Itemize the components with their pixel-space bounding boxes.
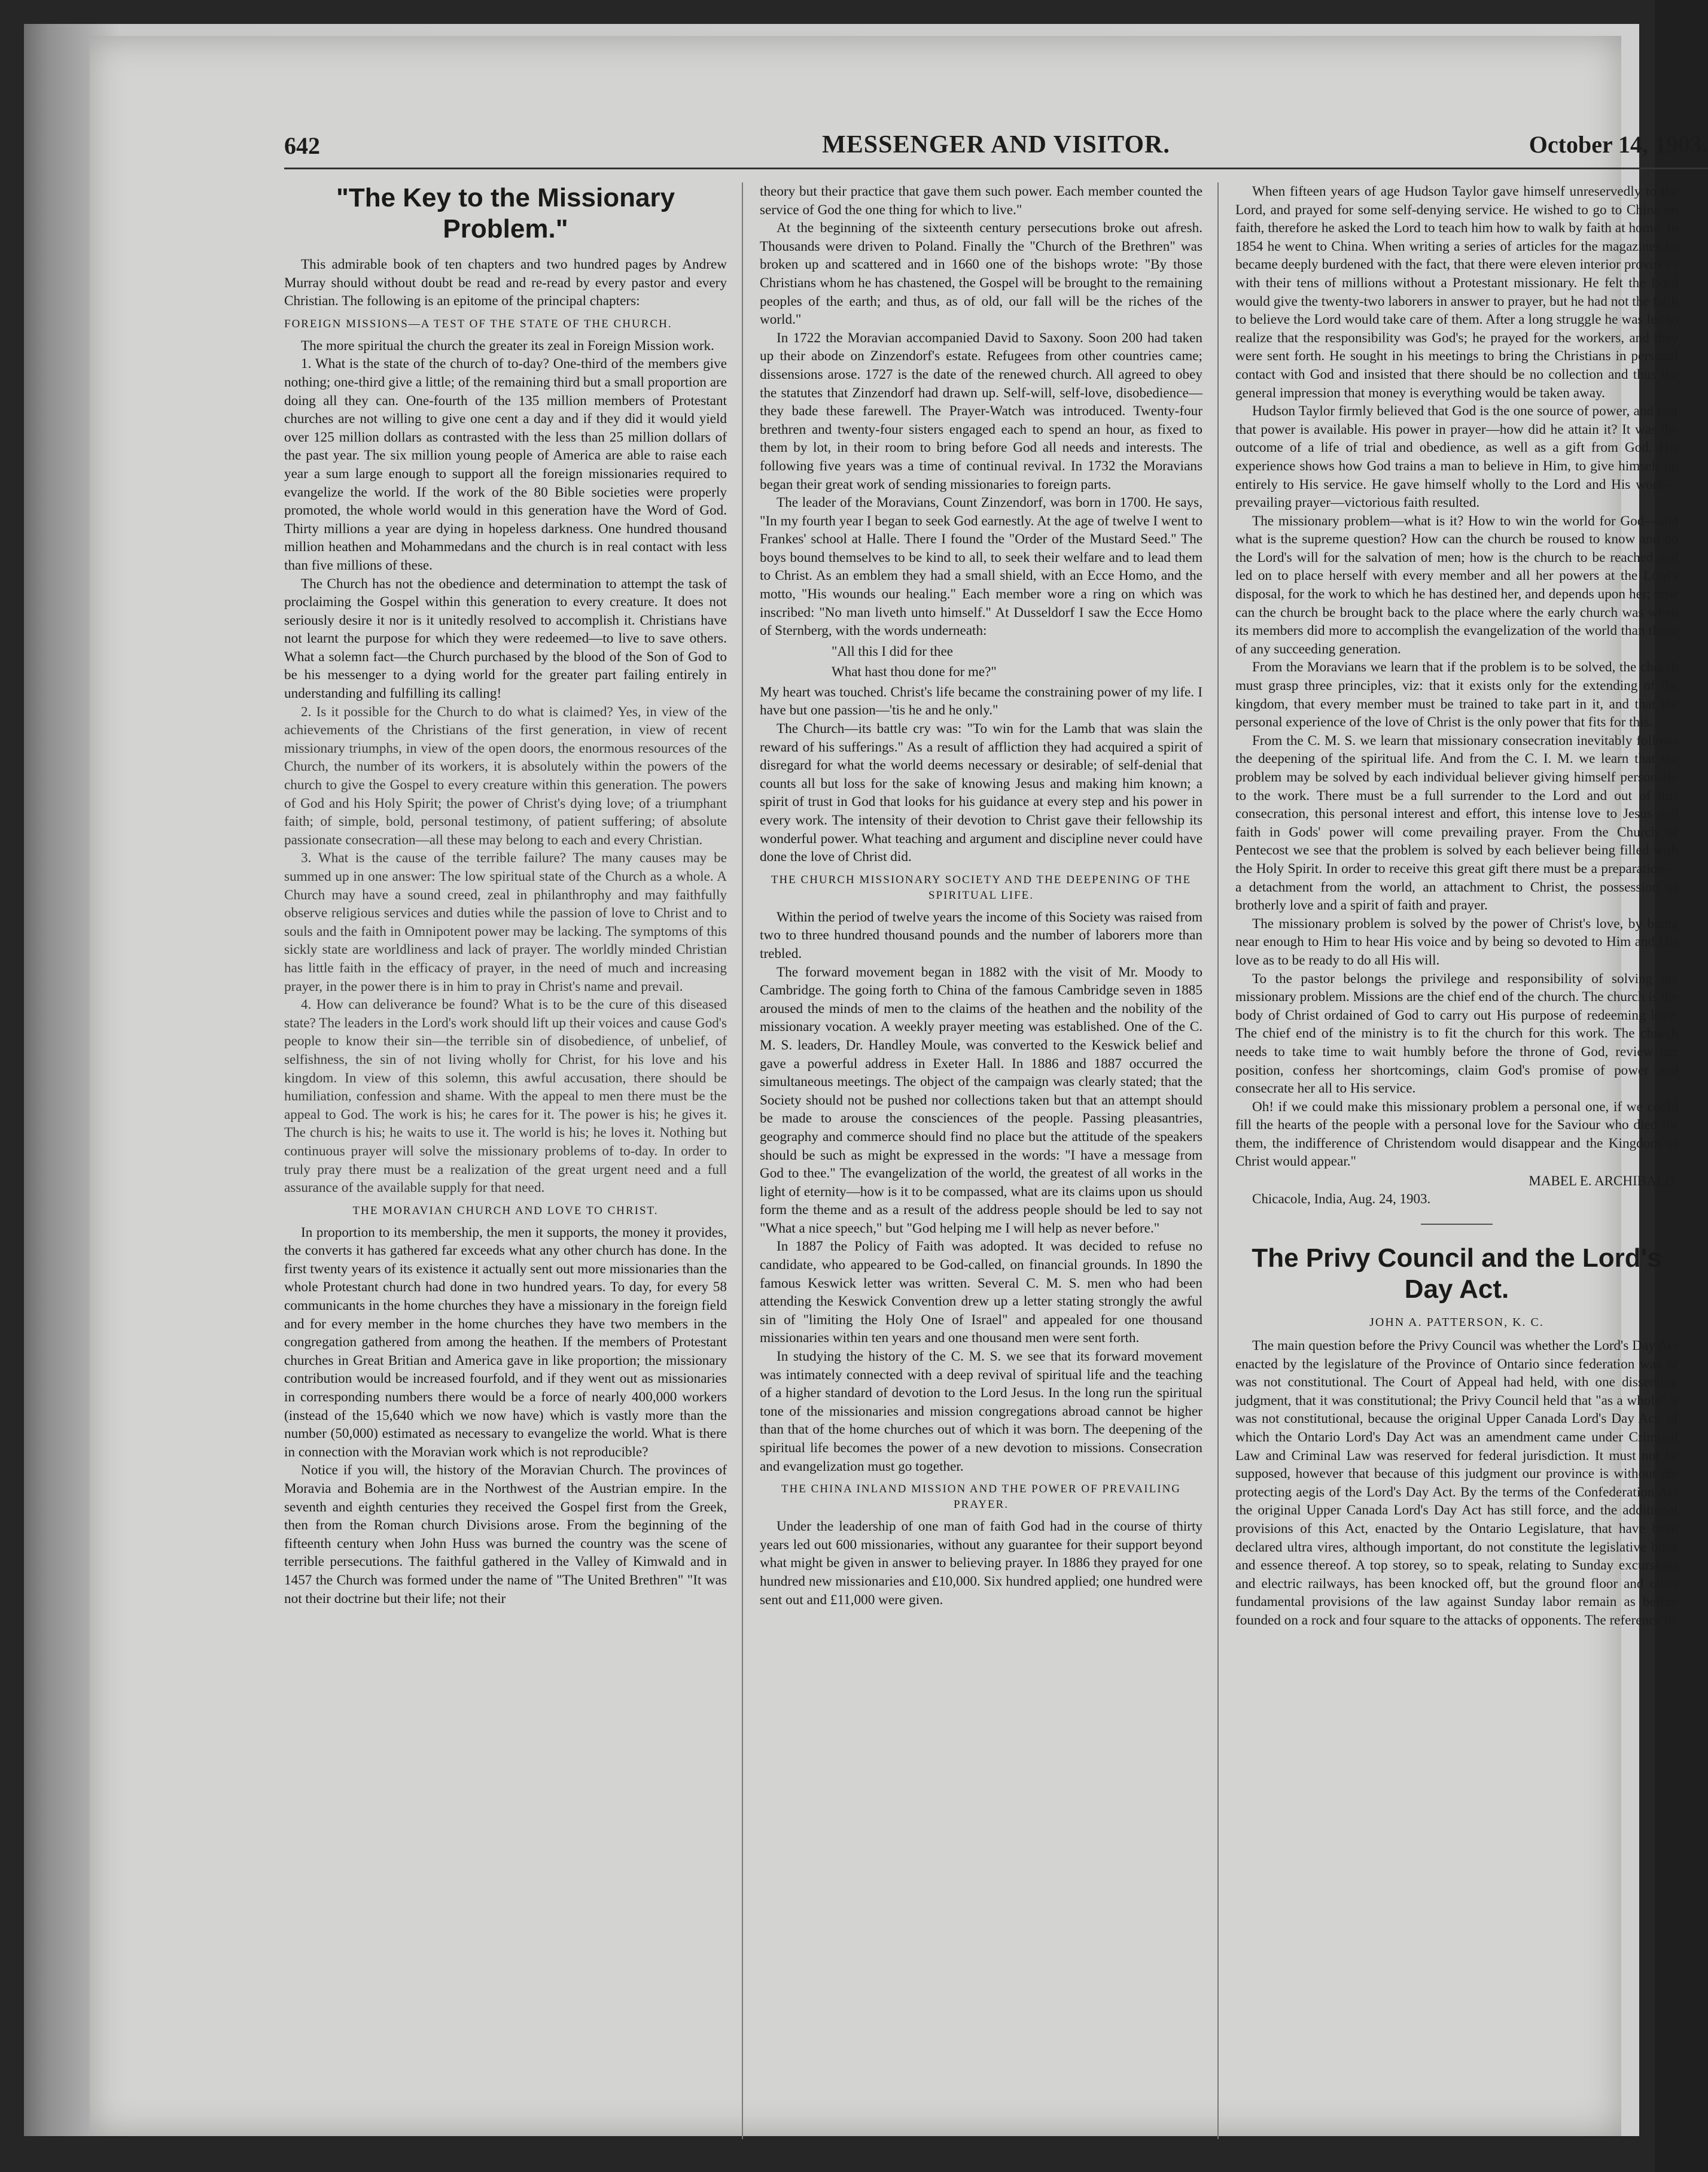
paragraph: At the beginning of the sixteenth century persecutions broke out afresh. Thousands were driven to Poland. Finally the "Church of the Brethren" was broken up and scattered and in 1660 one of the bishops wrote: "By those Christians whom he has chastened, the Gospel will be brought to the remaining peoples of the earth; and thus, as of old, our fall will be the riches of the world." [760, 220, 1202, 328]
paragraph: Notice if you will, the history of the Moravian Church. The provinces of Moravia and Bohemia are in the Northwest of the Austrian empire. In the seventh and eighth centuries they received the Gospel first from the Greek, then from the Roman church Divisions arose. From the beginning of the fifteenth century when John Huss was burned the country was the scene of terrible persecutions. The faithful gathered in the Valley of Kimwald and in 1457 the Church was formed under the name of "The United Brethren" "It was not their doctrine but their life; not their [284, 1462, 727, 1607]
verse-line: What hast thou done for me?" [832, 664, 997, 679]
paragraph: In 1722 the Moravian accompanied David to Saxony. Soon 200 had taken up their abode on Zinzendorf's estate. Refugees from other countries came; dissensions arose. 1727 is the date of the renewed church. All agreed to obey the statutes that Zinzendorf had drawn up. Self-will, self-love, disobedience—they bade these farewell. The Prayer-Watch was introduced. Twenty-four brethren and twenty-four sisters engaged each to spend an hour, as fixed to them by lot, in their room to bring before God all needs and interests. The following five years was a time of continual revival. In 1732 the Moravians began their great work of sending missionaries to foreign parts. [760, 330, 1202, 492]
newspaper-page [90, 36, 1708, 2136]
dateline-place: Chicacole, India, Aug. 24, 1903. [1252, 1191, 1431, 1207]
paragraph: The leader of the Moravians, Count Zinzendorf, was born in 1700. He says, "In my fourth year I began to seek God earnestly. At the age of twelve I went to Frankes' school at Halle. There I found the "Order of the Mustard Seed." The boys bound themselves to be kind to all, to seek their welfare and to lead them to Christ. As an emblem they had a small shield, with an Ecce Homo, and the motto, "His wounds our healing." Each member wore a ring on which was inscribed: "No man liveth unto himself." At Dusseldorf I saw the Ecce Homo of Sternberg, with the words underneath: [760, 495, 1202, 639]
masthead: MESSENGER AND VISITOR. [822, 131, 1170, 159]
header-rule [284, 168, 1708, 169]
verse-line: "All this I did for thee [832, 643, 953, 659]
paragraph: When fifteen years of age Hudson Taylor gave himself unreservedly to the Lord, and prayed for some self-denying service. He wished to go to China on faith, therefore he asked the Lord to teach him how to walk by faith at home. In 1854 he went to China. When writing a series of articles for the magazines he became deeply burdened with the fact, that there were eleven interior provinces with their tens of millions without a Protestant missionary. He felt the Lord would give the twenty-two laborers in answer to prayer, but he had not the faith to believe the Lord would take care of them. After a long struggle he was led to realize that the responsibility was God's; he prayed for the workers, and they were sent forth. He sought in his meetings to bring the Christians in personal contact with God and insisted that there should be no collection and thus the general impression that money is everything would be taken away. [1235, 184, 1678, 401]
intro-paragraph: This admirable book of ten chapters and two hundred pages by Andrew Murray should without doubt be read and re-read by every pastor and every Christian. The following is an epitome of the principal chapters: [284, 257, 727, 309]
paragraph: In 1887 the Policy of Faith was adopted. It was decided to refuse no candidate, who appeared to be God-called, on financial grounds. In 1890 the famous Keswick letter was written. Several C. M. S. men who had been attending the Keswick Convention drew up a letter stating strongly the awful sin of "limiting the Holy One of Israel" and appealed for one thousand missionaries within ten years and one thousand men were sent forth. [760, 1239, 1202, 1346]
paragraph: In studying the history of the C. M. S. we see that its forward movement was intimately connected with a deep revival of spiritual life and the teaching of a higher standard of devotion to the Lord Jesus. In the long run the spiritual tone of the missionaries and mission congregations abroad cannot be higher than that of the home churches out of which it was born. The deepening of the spiritual life becomes the power of a new devotion to missions. Consecration and evangelization must go together. [760, 1349, 1202, 1474]
author-signature: MABEL E. ARCHIBALD. [1529, 1173, 1678, 1189]
paragraph: 4. How can deliverance be found? What is to be the cure of this diseased state? The leaders in the Lord's work should lift up their voices and cause God's people to know their sin—the terrible sin of disobedience, of unbelief, of selfishness, the sin of not living wholly for Christ, for his love and his kingdom. In view of this solemn, this awful accusation, there should be humiliation, confession and shame. With the appeal to men there must be the appeal to God. The work is his; he cares for it. The power is his; he gives it. The church is his; he waits to use it. The world is his; he loves it. Nothing but continuous prayer will solve the missionary problems of to-day. In order to truly pray there must be a realization of the great urgent need and a full assurance of the available supply for that need. [284, 997, 727, 1196]
paragraph: theory but their practice that gave them such power. Each member counted the service of God the one thing for which to live." [760, 184, 1202, 218]
paragraph: The missionary problem is solved by the power of Christ's love, by being near enough to Him to hear His voice and by being so devoted to Him and His love as to be ready to do all His will. [1235, 915, 1678, 968]
paragraph: From the Moravians we learn that if the problem is to be solved, the church must grasp three principles, viz: that it exists only for the extending of the kingdom, that every member must be trained to take part in it, and that the personal experience of the love of Christ is the only power that fits for this. [1235, 659, 1678, 731]
section-heading: THE MORAVIAN CHURCH AND LOVE TO CHRIST. [352, 1204, 659, 1217]
paragraph: The main question before the Privy Council was whether the Lord's Day Act enacted by the legislature of the Province of Ontario since federation was or was not constitutional. The Court of Appeal had held, with one dissenting judgment, that it was constitutional; the Privy Council held that "as a whole" it was not constitutional, because the original Upper Canada Lord's Day Act, of which the Ontario Lord's Day Act was an amendment came under Criminal Law and Criminal Law was reserved for federal jurisdiction. It must not be supposed, however that because of this judgment our province is without the protecting aegis of the Lord's Day Act. By the terms of the Confederation Act the original Upper Canada Lord's Day Act has still force, and the additional provisions of this Act, enacted by the Ontario Legislature, that have been declared ultra vires, although important, do not constitute the legislative bone and essence thereof. A top storey, so to speak, relating to Sunday excursions and electric railways, has been knocked off, but the ground floor and other fundamental provisions of the law against Sunday labor remain as before founded on a rock and four square to the attacks of opponents. The reference to [1235, 1338, 1678, 1628]
paragraph: Oh! if we could make this missionary problem a personal one, if we could fill the hearts of the people with a personal love for the Saviour who died for them, the indifference of Christendom would disappear and the Kingdom of Christ would appear." [1235, 1099, 1678, 1170]
paragraph: The forward movement began in 1882 with the visit of Mr. Moody to Cambridge. The going forth to China of the famous Cambridge seven in 1885 aroused the minds of men to the claims of the heathen and the nobility of the missionary vocation. A weekly prayer meeting was established. One of the C. M. S. leaders, Dr. Handley Moule, was converted to the Keswick belief and gave a powerful address in Exeter Hall. In 1886 and 1887 occurred the simultaneous meetings. The object of the campaign was clearly stated; that the Society should not be pushed nor collections taken but that an attempt should be made to arouse the consciences of the people. Passing pleasantries, geography and commerce should find no place but the attitude of the speakers should be such as might be expressed in the words: "I have a message from God to thee." The evangelization of the world, the greatest of all works in the light of eternity—how is it to be compassed, what are its claims upon us should form the theme and as a result of the address people should be led to say not "What a nice speech," but "God helping me I will help as never before." [760, 964, 1202, 1236]
article-divider [1421, 1224, 1493, 1225]
article-title: The Privy Council and the Lord's Day Act. [1252, 1243, 1662, 1304]
page-header [284, 126, 1708, 168]
issue-date: October 14, 1903. [1529, 131, 1708, 158]
column-1 [284, 182, 727, 1608]
article-title: "The Key to the Missionary Problem." [336, 183, 675, 244]
column-rule-2 [1217, 182, 1219, 2139]
article-byline: JOHN A. PATTERSON, K. C. [1369, 1316, 1544, 1330]
paragraph: My heart was touched. Christ's life became the constraining power of my life. I have but one passion—'tis he and he only." [760, 684, 1202, 719]
paragraph: Within the period of twelve years the income of this Society was raised from two to three hundred thousand pounds and the number of laborers more than trebled. [760, 909, 1202, 962]
paragraph: 1. What is the state of the church of to-day? One-third of the members give nothing; one-third give a little; of the remaining third but a small proportion are doing all they can. One-fourth of the 135 million members of Protestant churches are not willing to give one cent a day and if they did it would yield over 125 million dollars as contrasted with the less than 25 million dollars of the past year. The six million young people of America are able to raise each year a sum large enough to support all the foreign missionaries required to evangelize the world. If the work of the 80 Bible societies were properly promoted, the whole world would in this generation have the Word of God. Thirty millions a year are dying in hopeless darkness. One hundred thousand million heathen and Mohammedans and the church is in real contact with less than five millions of these. [284, 356, 727, 573]
paragraph: The Church—its battle cry was: "To win for the Lamb that was slain the reward of his sufferings." As a result of affliction they had acquired a spirit of disregard for what the world deems necessary or desirable; of self-denial that counts all but loss for the sake of knowing Jesus and making him known; a spirit of trust in God that looks for his guidance at every step and his power in every work. The intensity of their devotion to Christ gave their fellowship its wonderful power. What teaching and argument and discipline never could have done the love of Christ did. [760, 721, 1202, 865]
paragraph: To the pastor belongs the privilege and responsibility of solving the missionary problem. Missions are the chief end of the church. The church is the body of Christ ordained of God to carry out His purpose of redeeming love. The chief end of the ministry is to fit the church for this work. The church needs to take time to wait humbly before the throne of God, review her position, confess her shortcomings, claim God's promise of power and consecrate her all to His service. [1235, 971, 1678, 1097]
column-2 [760, 182, 1202, 1609]
section-heading: THE CHINA INLAND MISSION AND THE POWER OF PREVAILING PRAYER. [781, 1483, 1182, 1511]
paragraph: Under the leadership of one man of faith God had in the course of thirty years led out 600 missionaries, without any guarantee for their support beyond what might be given in answer to believing prayer. In 1886 they prayed for one hundred new missionaries and £10,000. Six hundred applied; one hundred were sent out and £11,000 were given. [760, 1519, 1202, 1608]
page-number: 642 [284, 132, 320, 159]
column-3 [1235, 182, 1678, 1630]
paragraph: The more spiritual the church the greater its zeal in Foreign Mission work. [301, 337, 714, 354]
paragraph: The Church has not the obedience and determination to attempt the task of proclaiming the Gospel within this generation to every creature. It does not seriously desire it nor is it unitedly resolved to accomplish it. Christians have not learnt the purpose for which they were redeemed—to live to save others. What a solemn fact—the Church purchased by the blood of the Son of God to be his messenger to a dying world for the greater part failing entirely in understanding and fulfilling its calling! [284, 576, 727, 702]
section-heading: THE CHURCH MISSIONARY SOCIETY AND THE DEEPENING OF THE SPIRITUAL LIFE. [771, 873, 1192, 902]
paragraph: 2. Is it possible for the Church to do what is claimed? Yes, in view of the achievements of the Christians of the first generation, in view of recent missionary triumphs, in view of the open doors, the enormous resources of the Church, the number of its workers, it is absolutely within the powers of the church to give the Gospel to every creature within this generation. The powers of God and his Holy Spirit; the power of Christ's dying love; of a triumphant faith; of simple, bold, personal testimony, of patient suffering; of absolute passionate consecration—all these may belong to each and every Christian. [284, 704, 727, 848]
paragraph: The missionary problem—what is it? How to win the world for God—and what is the supreme question? How can the church be roused to know and do the Lord's will for the salvation of men; how is the church to be reached and led on to place herself with every member and all her powers at the Lord's disposal, for the work to which he has destined her, and depends upon her; how can the church be brought back to the place where the early church was when its members did more to accomplish the evangelization of the world than those of any succeeding generation. [1235, 513, 1678, 657]
paragraph: In proportion to its membership, the men it supports, the money it provides, the converts it has gathered far exceeds what any other church has done. In the first twenty years of its existence it actually sent out more missionaries than the whole Protestant church had done in two hundred years. To day, for every 58 communicants in the home churches they have a missionary in the foreign field and for every member in the home churches they have two members in the congregation gathered from among the heathen. If the members of Protestant churches in Great Britian and America gave in like proportion; the missionary contribution would be increased fourfold, and if they went out as missionaries in corresponding numbers there would be a force of nearly 400,000 workers (instead of the 15,640 which we now have) which is vastly more than the number (50,000) estimated as necessary to evangelize the world. What is there in connection with the Moravian work which is not reproducible? [284, 1224, 727, 1460]
page-content [284, 126, 1708, 2160]
section-heading: FOREIGN MISSIONS—A TEST OF THE STATE OF THE CHURCH. [284, 317, 672, 330]
paragraph: From the C. M. S. we learn that missionary consecration inevitably follows the deepening of the spiritual life. And from the C. I. M. we learn that the problem may be solved by each individual believer giving himself personally to the work. There must be a full surrender to the Lord and out of this consecration, this personal interest and effort, this intense love to Jesus and faith in Gods' power will come prevailing prayer. From the Church of Pentecost we see that the problem is solved by each believer being filled with the Holy Spirit. In order to receive this great gift there must be a preparation—a detachment from the world, an attachment to Christ, the possession of brotherly love and a spirit of faith and prayer. [1235, 732, 1678, 914]
paragraph: Hudson Taylor firmly believed that God is the one source of power, and that that power is available. His power in prayer—how did he attain it? It was the outcome of a life of trial and obedience, as well as a gift from God. His experience shows how God trains a man to believe in Him, to give himself up entirely to His service. He gave himself wholly to the Lord and His work—prevailing prayer—victorious faith resulted. [1235, 403, 1678, 511]
column-rule-1 [742, 182, 743, 2139]
paragraph: 3. What is the cause of the terrible failure? The many causes may be summed up in one answer: The low spiritual state of the Church as a whole. A Church may have a sound creed, zeal in philanthrophy and may faithfully observe religious services and duties while the passion of love to Christ and to souls and the faith in Omnipotent power may be lacking. The symptoms of this sickly state are worldliness and lack of prayer. The worldly minded Christian has little faith in the efficacy of prayer, in the need of much and increasing prayer, in the power there is in him to pray in Christ's name and prevail. [284, 850, 727, 994]
